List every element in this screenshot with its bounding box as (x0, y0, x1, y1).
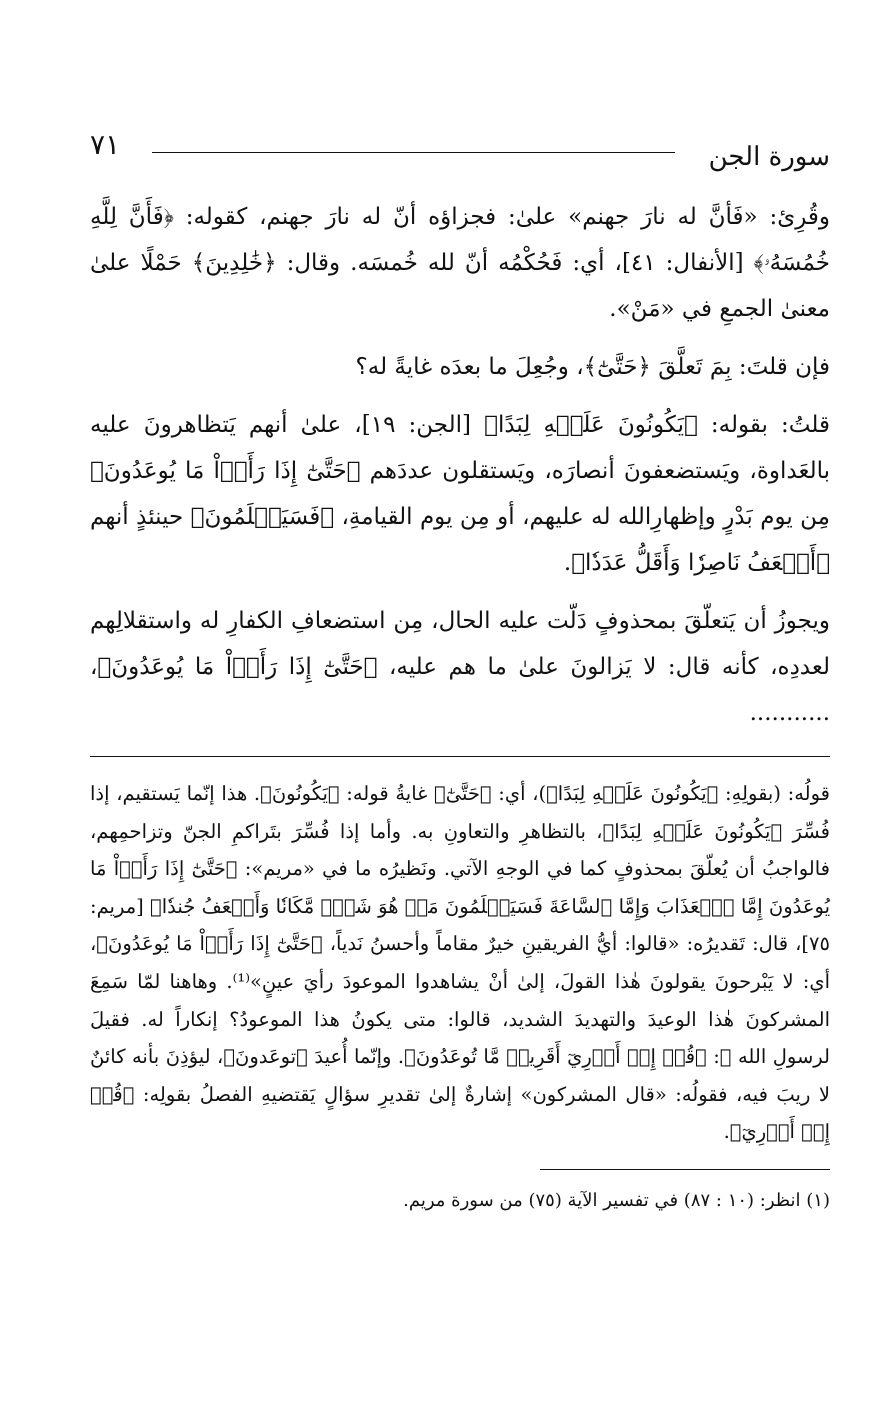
footnote-section (90, 1186, 830, 1216)
main-paragraph: وقُرِئ: «فَأنَّ له نارَ جهنم» علىٰ: فجزاؤه أنّ له نارَ جهنم، كقوله: ﴿فَأَنَّ لِلَّهِ خُمُسَهُۥ﴾ [الأنفال: ٤١]، أي: فَحُكْمُه أنّ لله خُمسَه. وقال: ﴿خَٰلِدِينَ﴾ حَمْلًا علىٰ معنىٰ الجمعِ في «مَنْ». (90, 204, 830, 322)
commentary-paragraph: قولُه: (بقولِهِ: ﴿يَكُونُونَ عَلَيۡهِ لِبَدًا﴾)، أي: ﴿حَتَّىٰٓ﴾ غايةُ قوله: ﴿يَكُونُونَ﴾. هذا إنّما يَستقيم، إذا فُسِّرَ ﴿يَكُونُونَ عَلَيۡهِ لِبَدًا﴾، بالتظاهرِ والتعاونِ به. وأما إذا فُسِّرَ بتَراكمِ الجنّ وتزاحمِهم، فالواجبُ أن يُعلّقَ بمحذوفٍ كما في الوجهِ الآتي. ونَظيرُه ما في «مريم»: ﴿حَتَّىٰٓ إِذَا رَأَوۡاْ مَا يُوعَدُونَ إِمَّا ٱلۡعَذَابَ وَإِمَّا ٱلسَّاعَةَ فَسَيَعۡلَمُونَ مَنۡ هُوَ شَرّٞ مَّكَانٗا وَأَضۡعَفُ جُندٗا﴾ [مريم: ٧٥]، قال: تَقديرُه: «قالوا: أيُّ الفريقينِ خيرٌ مقاماً وأحسنُ نَدياً، ﴿حَتَّىٰٓ إِذَا رَأَوۡاْ مَا يُوعَدُونَ﴾، أي: لا يَبْرحونَ يقولونَ هٰذا القولَ، إلىٰ أنْ يشاهدوا الموعودَ رأيَ عينٍ»⁽¹⁾. وهاهنا لمّا سَمِعَ المشركونَ هٰذا الوعيدَ والتهديدَ الشديد، قالوا: متى يكونُ هذا الموعودُ؟ إنكاراً له. فقيلَ لرسولِ الله ﷺ: ﴿قُلۡ إِنۡ أَدۡرِيٓ أَقَرِيبٞ مَّا تُوعَدُونَ﴾. وإنّما أُعيدَ ﴿توعَدونَ﴾، ليؤذِنَ بأنه كائنٌ لا ريبَ فيه، فقولُه: «قال المشركون» إشارةٌ إلىٰ تقديرِ سؤالٍ يَقتضيهِ الفصلُ بقولِه: ﴿قُلۡ إِنۡ أَدۡرِيٓ﴾. (90, 782, 831, 1144)
main-text (90, 194, 830, 736)
running-header (90, 128, 830, 188)
main-paragraph: قلتُ: بقوله: ﴿يَكُونُونَ عَلَيۡهِ لِبَدًا﴾ [الجن: ١٩]، علىٰ أنهم يَتظاهرونَ عليه بالعَداوة، ويَستضعفونَ أنصارَه، ويَستقلون عددَهم ﴿حَتَّىٰٓ إِذَا رَأَوۡاْ مَا يُوعَدُونَ﴾ مِن يوم بَدْرٍ وإظهارِالله له عليهم، أو مِن يوم القيامةِ، ﴿فَسَيَعۡلَمُونَ﴾ حينئذٍ أنهم ﴿أَضۡعَفُ نَاصِرٗا وَأَقَلُّ عَدَدٗا﴾. (90, 412, 830, 576)
page-number: ٧١ (90, 128, 121, 161)
book-page (90, 128, 830, 1216)
section-divider (90, 756, 830, 757)
main-paragraph: ويجوزُ أن يَتعلّقَ بمحذوفٍ دَلّت عليه الحال، مِن استضعافِ الكفارِ له واستقلالِهم لعددِه، كأنه قال: لا يَزالونَ علىٰ ما هم عليه، ﴿حَتَّىٰٓ إِذَا رَأَوۡاْ مَا يُوعَدُونَ﴾، ........... (90, 608, 830, 726)
surah-title: سورة الجن (708, 142, 830, 172)
footnote-rule (540, 1169, 830, 1170)
header-rule (152, 152, 675, 153)
commentary-section (90, 775, 830, 1151)
main-paragraph: فإن قلتَ: بِمَ تَعلَّقَ ﴿حَتَّىٰٓ﴾، وجُعِلَ ما بعدَه غايةً له؟ (355, 354, 830, 380)
footnote-text: (١) انظر: (١٠ : ٨٧) في تفسير الآية (٧٥) من سورة مريم. (403, 1189, 830, 1211)
